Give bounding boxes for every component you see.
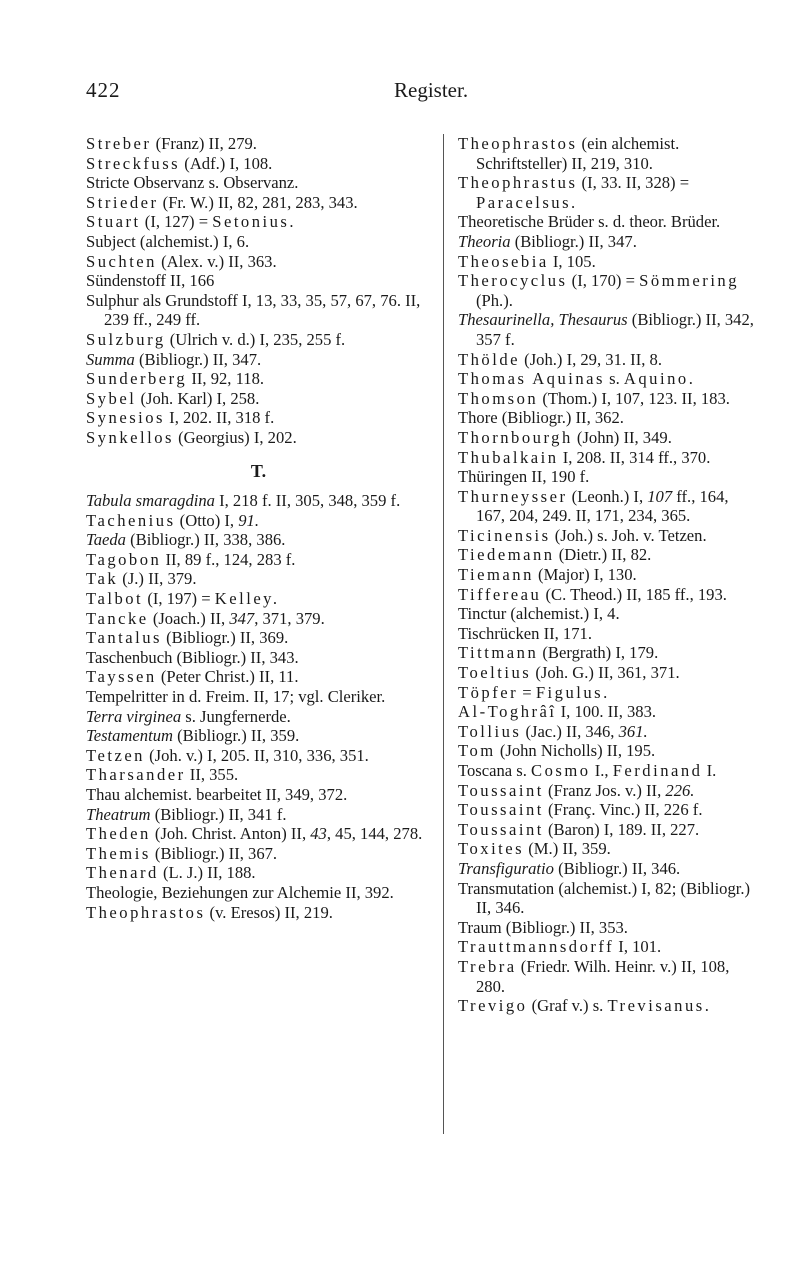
entry-text: (Graf v.) s. [527, 996, 608, 1016]
entry-text: Testamentum [86, 726, 173, 746]
entry-text: Tharsander [86, 765, 186, 785]
entry-text: Toussaint [458, 780, 544, 800]
entry-text: (Joh. Christ. Anton) II, [150, 824, 311, 844]
section-heading-t: T. [250, 460, 267, 481]
entry-text: (Major) I, 130. [533, 565, 637, 585]
entry-text: Tiemann [458, 565, 534, 585]
index-entry [86, 550, 431, 570]
index-entry [86, 648, 431, 668]
entry-text: Theden [86, 824, 151, 844]
entry-text: (Bibliogr.) II, 338, 386. [125, 530, 286, 550]
index-entry [458, 467, 758, 487]
index-entry [458, 173, 758, 212]
entry-text: Theophrastos [458, 134, 578, 153]
entries-s [86, 134, 431, 448]
entry-text: Stricte Observanz s. Observanz. [86, 173, 299, 193]
entries-right [458, 134, 758, 1016]
entry-text: Thölde [458, 349, 521, 369]
index-entry [458, 545, 758, 565]
index-entry [86, 589, 431, 609]
entry-text: Tiedemann [458, 545, 555, 565]
index-entry [86, 271, 431, 291]
entry-text: 226. [665, 780, 695, 800]
entry-text: Thore (Bibliogr.) II, 362. [458, 408, 624, 428]
entry-text: (L. J.) II, 188. [158, 863, 256, 883]
entry-text: (Friedr. Wilh. Heinr. v.) II, 108, 280. [476, 956, 730, 996]
index-entry [458, 448, 758, 468]
entry-text: Trauttmannsdorff [458, 937, 615, 957]
index-entry [458, 741, 758, 761]
index-entry [458, 565, 758, 585]
index-entry [86, 232, 431, 252]
entry-text: Themis [86, 843, 151, 863]
index-entry [458, 996, 758, 1016]
entry-text: Talbot [86, 589, 144, 609]
entry-text: (John) II, 349. [572, 427, 672, 447]
index-entry [86, 609, 431, 629]
index-entry [86, 824, 431, 844]
entry-text: (Bibliogr.) II, 341 f. [150, 804, 287, 824]
entry-text: Theosebia [458, 251, 549, 271]
index-entry [458, 369, 758, 389]
entry-text: Taeda [86, 530, 126, 550]
entry-text: (Leonh.) I, [567, 486, 648, 506]
entry-text: Töpfer [458, 682, 519, 702]
entry-text: Tempelritter in d. Freim. II, 17; vgl. Cleriker. [86, 687, 386, 707]
index-entry [86, 530, 431, 550]
entry-text: (Franz Jos. v.) II, [543, 780, 666, 800]
entry-text: Trevisanus. [607, 996, 712, 1016]
entry-text: Ferdinand [612, 761, 703, 780]
entry-text: (M.) II, 359. [524, 839, 611, 859]
entry-text: Subject (alchemist.) I, 6. [86, 231, 250, 251]
entry-text: Streber [86, 134, 152, 153]
entry-text: (Bibliogr.) II, 369. [161, 628, 289, 648]
index-entry [458, 212, 758, 232]
index-entry [86, 369, 431, 389]
entry-text: Terra virginea [86, 706, 182, 726]
entry-text: Stuart [86, 212, 141, 232]
entry-text: Trebra [458, 956, 517, 976]
entry-text: Theophrastus [458, 173, 578, 193]
entry-text: (C. Theod.) II, 185 ff., 193. [541, 584, 727, 604]
entry-text: (I, 33. II, 328) = [577, 173, 690, 193]
entry-text: I, 100. II, 383. [556, 702, 657, 722]
entry-text: Thenard [86, 863, 159, 883]
entry-text: Sybel [86, 388, 137, 408]
entry-text: Sündenstoff II, 166 [86, 271, 215, 291]
entry-text: (Joh. v.) I, 205. II, 310, 336, 351. [144, 745, 369, 765]
entry-text: Thornbourgh [458, 427, 573, 447]
index-entry [458, 781, 758, 801]
entry-text: ff., 164, 167, 204, 249. II, 171, 234, 365. [476, 486, 729, 526]
entry-text: (Bibliogr.) II, 342, 357 f. [476, 310, 754, 349]
entry-text: (Dietr.) II, 82. [554, 545, 652, 565]
entry-text: Summa [86, 349, 135, 369]
entry-text: Tischrücken II, 171. [458, 623, 592, 643]
entry-text: Sulphur als Grundstoff I, 13, 33, 35, 57, 67, 76. II, 239 ff., 249 ff. [86, 290, 421, 330]
entry-text: Cosmo [531, 761, 591, 780]
entry-text: Therocyclus [458, 271, 568, 291]
index-entry [458, 408, 758, 428]
entry-text: (Joh.) s. Joh. v. Tetzen. [550, 525, 707, 545]
entry-text: (Bergrath) I, 179. [538, 643, 659, 663]
entry-text: (I, 170) = [567, 271, 640, 291]
index-entry [458, 722, 758, 742]
entry-text: 43 [310, 824, 327, 844]
entry-text: Thomas Aquinas [458, 369, 605, 389]
page-header [0, 78, 800, 108]
index-entry [86, 491, 431, 511]
entry-text: I, 218 f. II, 305, 348, 359 f. [214, 491, 401, 511]
index-entry [458, 252, 758, 272]
index-entry [86, 291, 431, 330]
index-entry [86, 408, 431, 428]
entry-text: (Otto) I, [175, 510, 239, 530]
index-entry [86, 511, 431, 531]
entry-text: (Bibliogr.) II, 347. [134, 349, 262, 369]
index-entry [458, 937, 758, 957]
entry-text: , 371, 379. [254, 608, 325, 628]
index-entry [86, 765, 431, 785]
index-entry [458, 839, 758, 859]
entry-text: s. Jungfernerde. [181, 706, 291, 726]
index-entry [458, 879, 758, 918]
entry-text: Aquino. [623, 369, 696, 389]
index-entry [86, 252, 431, 272]
index-entry [86, 667, 431, 687]
entry-text: Toxites [458, 839, 525, 859]
entry-text: Theologie, Beziehungen zur Alchemie II, 392. [86, 882, 394, 902]
entry-text: Theatrum [86, 804, 151, 824]
index-entry [86, 687, 431, 707]
entry-text: Toeltius [458, 663, 532, 683]
entry-text: (Joach.) II, [148, 608, 230, 628]
entry-text: Trevigo [458, 996, 528, 1016]
entry-text: (Ph.). [476, 290, 513, 310]
entry-text: Thesaurinella, Thesaurus [458, 310, 628, 330]
entry-text: = [518, 682, 536, 702]
entry-text: Figulus. [535, 682, 610, 702]
entry-text: Taschenbuch (Bibliogr.) II, 343. [86, 647, 299, 667]
index-entry [86, 428, 431, 448]
index-entry [458, 800, 758, 820]
entry-text: Tak [86, 569, 119, 589]
entry-text: (Joh. G.) II, 361, 371. [531, 663, 680, 683]
entry-text: Tittmann [458, 643, 539, 663]
entry-text: (Franz) II, 279. [151, 134, 257, 153]
entry-text: Thubalkain [458, 447, 559, 467]
index-entry [458, 957, 758, 996]
entry-text: (J.) II, 379. [118, 569, 197, 589]
index-entry [86, 844, 431, 864]
entry-text: I, 105. [548, 251, 596, 271]
entry-text: Tinctur (alchemist.) I, 4. [458, 604, 620, 624]
entry-text: Thau alchemist. bearbeitet II, 349, 372. [86, 785, 348, 804]
entry-text: Transmutation (alchemist.) I, 82; (Bibliogr.) II, 346. [458, 878, 751, 918]
left-column [86, 134, 431, 922]
entry-text: (Joh. Karl) I, 258. [136, 388, 260, 408]
entry-text: (Alex. v.) II, 363. [156, 251, 277, 271]
index-entry [86, 134, 431, 154]
entry-text: Tayssen [86, 667, 157, 687]
index-entry [458, 232, 758, 252]
index-entry [458, 859, 758, 879]
entry-text: Tancke [86, 608, 149, 628]
index-entry [458, 624, 758, 644]
index-entry [86, 883, 431, 903]
entry-text: Synkellos [86, 427, 174, 447]
entry-text: Theophrastos [86, 902, 206, 922]
entry-text: I, 202. II, 318 f. [165, 408, 275, 428]
entries-t [86, 491, 431, 922]
entry-text: I. [702, 761, 717, 780]
index-entry [458, 310, 758, 349]
index-entry [458, 134, 758, 173]
entry-text: (I, 127) = [140, 212, 213, 232]
entry-text: (v. Eresos) II, 219. [205, 902, 333, 922]
index-entry [458, 428, 758, 448]
right-column [458, 134, 758, 1016]
entry-text: Tabula smaragdina [86, 491, 215, 511]
entry-text: Transfiguratio [458, 858, 554, 878]
entry-text: Thomson [458, 388, 539, 408]
index-entry [86, 785, 431, 805]
entry-text: Strieder [86, 192, 159, 212]
entry-text: Toussaint [458, 800, 544, 820]
index-entry [86, 350, 431, 370]
entry-text: (Ulrich v. d.) I, 235, 255 f. [165, 329, 346, 349]
index-entry [458, 683, 758, 703]
index-entry [86, 805, 431, 825]
entry-text: I, 208. II, 314 ff., 370. [558, 447, 711, 467]
entry-text: (Bibliogr.) II, 347. [510, 231, 637, 251]
index-entry [86, 746, 431, 766]
entry-text: Tiffereau [458, 584, 542, 604]
entry-text: (Fr. W.) II, 82, 281, 283, 343. [158, 192, 358, 212]
entry-text: (Thom.) I, 107, 123. II, 183. [538, 388, 730, 408]
entry-text: Thüringen II, 190 f. [458, 467, 590, 487]
entry-text: Kelley. [214, 589, 280, 609]
entry-text: Traum (Bibliogr.) II, 353. [458, 917, 628, 937]
index-entry [86, 903, 431, 923]
entry-text: Sömmering [639, 271, 740, 291]
entry-text: (Jac.) II, 346, [521, 721, 619, 741]
running-title: Register. [394, 78, 469, 102]
index-entry [86, 863, 431, 883]
entry-text: 91. [238, 510, 259, 530]
entry-text: Toussaint [458, 819, 544, 839]
page-number: 422 [86, 78, 121, 102]
index-entry [86, 569, 431, 589]
entry-text: Sulzburg [86, 329, 166, 349]
entry-text: Suchten [86, 251, 157, 271]
entry-text: Setonius. [212, 212, 297, 232]
index-entry [458, 643, 758, 663]
entry-text: Tollius [458, 721, 522, 741]
index-entry [86, 628, 431, 648]
index-entry [86, 707, 431, 727]
entry-text: (Bibliogr.) II, 359. [172, 726, 300, 746]
entry-text: 347 [229, 608, 255, 628]
entry-text: (Peter Christ.) II, 11. [156, 667, 299, 687]
index-entry [458, 663, 758, 683]
index-entry [86, 193, 431, 213]
entry-text: Al-Toghrâî [458, 702, 557, 722]
index-entry [458, 918, 758, 938]
entry-text: (Franç. Vinc.) II, 226 f. [543, 800, 703, 820]
entry-text: I, 101. [614, 937, 662, 957]
index-entry [458, 604, 758, 624]
entry-text: (Bibliogr.) II, 346. [553, 858, 681, 878]
entry-text: Ticinensis [458, 525, 551, 545]
entry-text: (I, 197) = [143, 589, 215, 609]
entry-text: II, 92, 118. [187, 369, 265, 389]
index-entry [458, 526, 758, 546]
entry-text: II, 355. [185, 765, 239, 785]
entry-text: Sunderberg [86, 369, 188, 389]
index-entry [86, 212, 431, 232]
index-entry [458, 702, 758, 722]
entry-text: Tachenius [86, 510, 176, 530]
entry-text: Theoretische Brüder s. d. theor. Brüder. [458, 212, 721, 232]
entry-text: Streckfuss [86, 153, 181, 173]
entry-text: 361. [618, 721, 648, 741]
index-entry [458, 585, 758, 605]
entry-text: II, 89 f., 124, 283 f. [161, 549, 296, 569]
entry-text: (John Nicholls) II, 195. [495, 741, 656, 761]
index-entry [458, 350, 758, 370]
index-entry [86, 330, 431, 350]
index-entry [86, 154, 431, 174]
entry-text: (Adf.) I, 108. [180, 153, 273, 173]
entry-text: (Joh.) I, 29, 31. II, 8. [520, 349, 662, 369]
entry-text: 107 [647, 486, 673, 506]
entry-text: (Bibliogr.) II, 367. [150, 843, 278, 863]
index-entry [458, 820, 758, 840]
entry-text: (ein alchemist. Schriftsteller) II, 219, 310. [476, 134, 680, 173]
index-entry [458, 389, 758, 409]
entry-text: s. [605, 369, 624, 389]
entry-text: Theoria [458, 231, 511, 251]
entry-text: Tagobon [86, 549, 162, 569]
index-entry [458, 271, 758, 310]
entry-text: Paracelsus. [476, 192, 578, 212]
index-entry [86, 173, 431, 193]
entry-text: , 45, 144, 278. [326, 824, 423, 844]
index-entry [458, 487, 758, 526]
entry-text: Tom [458, 741, 496, 761]
index-entry [458, 761, 758, 781]
column-divider [443, 134, 444, 1134]
entry-text: Thurneysser [458, 486, 568, 506]
entry-text: Toscana s. [458, 761, 532, 780]
entry-text: (Georgius) I, 202. [173, 427, 297, 447]
entry-text: (Baron) I, 189. II, 227. [543, 819, 700, 839]
entry-text: I., [590, 761, 613, 780]
entry-text: Tetzen [86, 745, 145, 765]
index-entry [86, 389, 431, 409]
index-entry [86, 726, 431, 746]
entry-text: Tantalus [86, 628, 162, 648]
entry-text: Synesios [86, 408, 166, 428]
